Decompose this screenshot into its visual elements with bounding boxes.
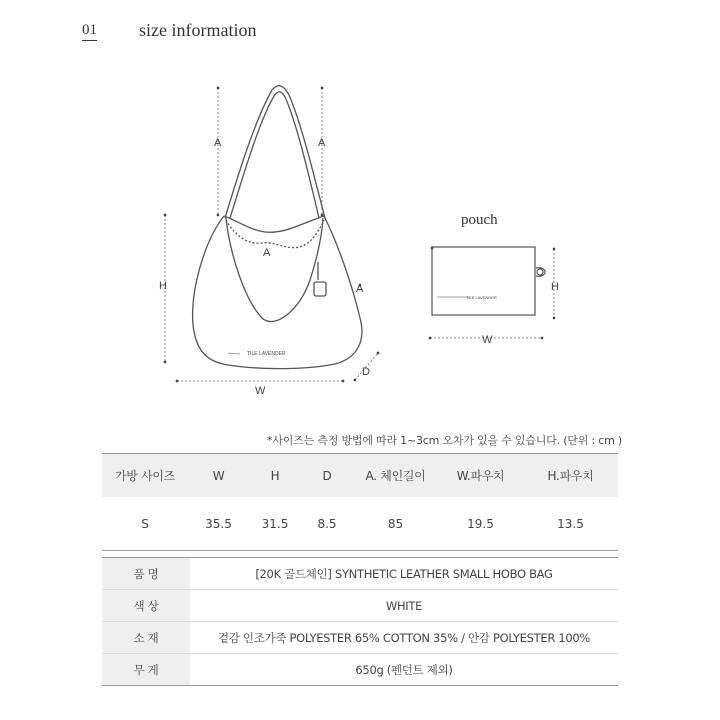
table-row	[102, 590, 618, 622]
size-header-d: D	[301, 454, 353, 498]
info-value-name: [20K 골드체인] SYNTHETIC LEATHER SMALL HOBO BAG	[255, 566, 553, 581]
strap-left-label: A	[214, 137, 222, 149]
size-cell: 13.5	[557, 516, 584, 531]
size-header-bag: 가방 사이즈	[102, 454, 188, 498]
table-row	[102, 558, 618, 590]
size-header-chain: A. 체인길이	[353, 454, 438, 498]
size-table	[102, 453, 618, 551]
pouch-title: pouch	[461, 212, 498, 228]
size-cell: 85	[387, 516, 404, 531]
info-label-material: 소 재	[102, 622, 190, 654]
info-value-weight: 650g (펜던트 제외)	[190, 654, 618, 686]
info-value-material: 겉감 인조가죽 POLYESTER 65% COTTON 35% / 안감 POLYESTER 100%	[190, 622, 618, 654]
table-row	[102, 622, 618, 654]
depth-label: D	[362, 366, 370, 378]
chain-label: A	[263, 247, 271, 259]
size-table-header-row	[102, 454, 618, 498]
size-header-pouch-h: H.파우치	[523, 454, 618, 498]
size-cell: 8.5	[317, 516, 337, 531]
info-label-color: 색 상	[102, 590, 190, 622]
size-header-w: W	[188, 454, 249, 498]
pouch-brand-mark: TILE LAVENDER	[466, 295, 497, 300]
pouch-width-label: W	[482, 334, 493, 346]
width-label: W	[255, 385, 266, 397]
table-row	[102, 497, 618, 551]
table-row	[102, 654, 618, 686]
size-header-pouch-w: W.파우치	[438, 454, 523, 498]
info-value-color: WHITE	[190, 590, 618, 622]
handle-label: A	[356, 283, 364, 295]
section-number: 01	[82, 22, 97, 41]
size-cell: 31.5	[261, 516, 289, 531]
height-label: H	[159, 280, 167, 292]
size-cell: S	[141, 516, 149, 531]
section-title: size information	[139, 20, 257, 40]
bag-brand-mark: TILE LAVENDER	[247, 351, 286, 357]
size-header-h: H	[249, 454, 301, 498]
info-label-weight: 무 게	[102, 654, 190, 686]
size-cell: 19.5	[467, 516, 494, 531]
product-info-table	[102, 557, 618, 686]
strap-right-label: A	[318, 137, 326, 149]
pouch-illustration	[432, 247, 545, 315]
measurement-note: *사이즈는 측정 방법에 따라 1~3cm 오차가 있을 수 있습니다. (단위 : cm )	[267, 434, 622, 447]
size-cell: 35.5	[205, 516, 232, 531]
info-label-name: 품 명	[102, 558, 190, 590]
pouch-height-label: H	[551, 281, 559, 293]
bag-dimension-lines	[165, 88, 378, 381]
